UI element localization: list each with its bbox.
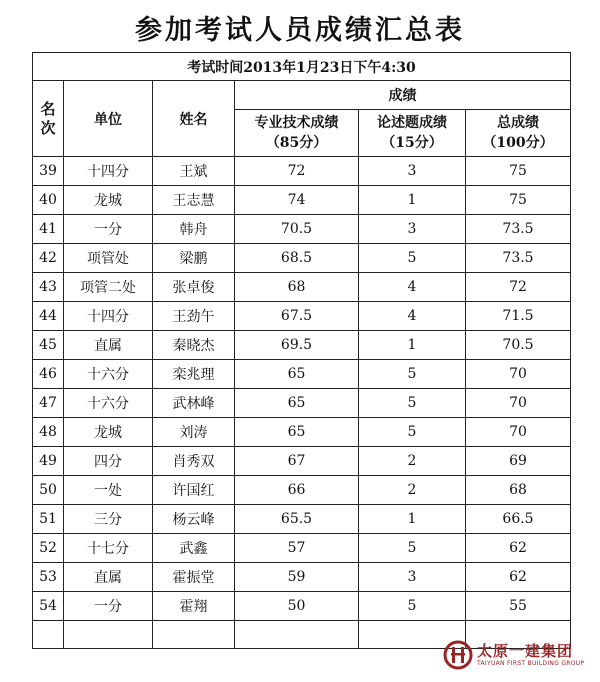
rank-cell: 42 (33, 244, 64, 273)
rank-cell: 45 (33, 331, 64, 360)
essay-score-cell: 5 (359, 244, 466, 273)
rank-cell: 44 (33, 302, 64, 331)
company-name-en: TAIYUAN FIRST BUILDING GROUP (477, 660, 585, 667)
company-watermark (443, 638, 593, 672)
name-cell: 武林峰 (153, 389, 235, 418)
essay-score-cell: 2 (359, 447, 466, 476)
total-score-cell: 73.5 (466, 215, 571, 244)
essay-score-cell: 3 (359, 157, 466, 186)
empty-cell (33, 621, 64, 649)
company-name-cn: 太原一建集团 (477, 642, 574, 660)
table-row (33, 273, 571, 302)
name-cell: 霍翔 (153, 592, 235, 621)
unit-cell: 四分 (64, 447, 153, 476)
table-row (33, 186, 571, 215)
essay-score-cell: 4 (359, 302, 466, 331)
essay-score-cell: 5 (359, 389, 466, 418)
unit-cell: 项管二处 (64, 273, 153, 302)
unit-cell: 一分 (64, 592, 153, 621)
empty-cell (64, 621, 153, 649)
table-row (33, 418, 571, 447)
total-header-points: （100分） (482, 135, 554, 151)
unit-cell: 十六分 (64, 360, 153, 389)
name-cell: 秦晓杰 (153, 331, 235, 360)
total-score-cell: 70 (466, 418, 571, 447)
professional-header-label: 专业技术成绩 (254, 115, 339, 131)
empty-cell (153, 621, 235, 649)
unit-cell: 三分 (64, 505, 153, 534)
rank-header (33, 81, 64, 157)
essay-header-label: 论述题成绩 (377, 115, 447, 131)
unit-cell: 龙城 (64, 418, 153, 447)
essay-score-cell: 1 (359, 331, 466, 360)
table-row (33, 592, 571, 621)
professional-score-cell: 68.5 (235, 244, 359, 273)
score-group-header: 成绩 (235, 81, 571, 110)
professional-score-cell: 57 (235, 534, 359, 563)
essay-score-cell: 1 (359, 186, 466, 215)
professional-score-cell: 65 (235, 389, 359, 418)
essay-score-cell: 5 (359, 418, 466, 447)
professional-score-cell: 65.5 (235, 505, 359, 534)
table-row (33, 505, 571, 534)
name-cell: 韩舟 (153, 215, 235, 244)
professional-score-cell: 74 (235, 186, 359, 215)
unit-cell: 一处 (64, 476, 153, 505)
name-cell: 肖秀双 (153, 447, 235, 476)
rank-header-top: 名 (40, 99, 56, 118)
total-score-cell: 62 (466, 563, 571, 592)
professional-score-cell: 50 (235, 592, 359, 621)
essay-score-cell: 1 (359, 505, 466, 534)
total-score-cell: 69 (466, 447, 571, 476)
table-row (33, 157, 571, 186)
essay-score-cell: 3 (359, 563, 466, 592)
unit-cell: 一分 (64, 215, 153, 244)
table-row (33, 331, 571, 360)
name-cell: 杨云峰 (153, 505, 235, 534)
name-cell: 霍振堂 (153, 563, 235, 592)
professional-score-cell: 68 (235, 273, 359, 302)
essay-header (359, 110, 466, 157)
total-score-cell: 62 (466, 534, 571, 563)
unit-cell: 龙城 (64, 186, 153, 215)
name-cell: 王志慧 (153, 186, 235, 215)
table-row (33, 563, 571, 592)
exam-time: 考试时间2013年1月23日下午4:30 (33, 53, 571, 81)
name-cell: 王劲午 (153, 302, 235, 331)
table-row (33, 244, 571, 273)
total-score-cell: 72 (466, 273, 571, 302)
essay-score-cell: 2 (359, 476, 466, 505)
score-rows (33, 157, 571, 621)
empty-cell (235, 621, 359, 649)
exam-time-row (33, 53, 571, 81)
unit-cell: 直属 (64, 563, 153, 592)
unit-cell: 十四分 (64, 302, 153, 331)
table-row (33, 389, 571, 418)
total-header (466, 110, 571, 157)
unit-cell: 项管处 (64, 244, 153, 273)
unit-header: 单位 (64, 81, 153, 157)
total-score-cell: 75 (466, 157, 571, 186)
rank-cell: 52 (33, 534, 64, 563)
professional-score-cell: 65 (235, 418, 359, 447)
rank-cell: 49 (33, 447, 64, 476)
professional-score-cell: 67 (235, 447, 359, 476)
table-row (33, 476, 571, 505)
professional-score-cell: 65 (235, 360, 359, 389)
header-row-top (33, 81, 571, 110)
rank-cell: 54 (33, 592, 64, 621)
total-score-cell: 55 (466, 592, 571, 621)
professional-score-cell: 69.5 (235, 331, 359, 360)
unit-cell: 十七分 (64, 534, 153, 563)
unit-cell: 十四分 (64, 157, 153, 186)
document-title: 参加考试人员成绩汇总表 (135, 15, 465, 46)
essay-header-points: （15分） (381, 135, 443, 151)
professional-score-cell: 70.5 (235, 215, 359, 244)
table-row (33, 215, 571, 244)
essay-score-cell: 5 (359, 360, 466, 389)
unit-cell: 直属 (64, 331, 153, 360)
name-cell: 栾兆理 (153, 360, 235, 389)
professional-header-points: （85分） (265, 135, 328, 151)
essay-score-cell: 5 (359, 592, 466, 621)
essay-score-cell: 3 (359, 215, 466, 244)
rank-cell: 53 (33, 563, 64, 592)
professional-score-cell: 72 (235, 157, 359, 186)
total-score-cell: 70 (466, 360, 571, 389)
rank-cell: 50 (33, 476, 64, 505)
rank-cell: 41 (33, 215, 64, 244)
name-cell: 王斌 (153, 157, 235, 186)
total-score-cell: 70.5 (466, 331, 571, 360)
name-cell: 武鑫 (153, 534, 235, 563)
essay-score-cell: 4 (359, 273, 466, 302)
essay-score-cell: 5 (359, 534, 466, 563)
total-score-cell: 68 (466, 476, 571, 505)
table-row (33, 360, 571, 389)
name-header: 姓名 (153, 81, 235, 157)
total-score-cell: 73.5 (466, 244, 571, 273)
rank-cell: 48 (33, 418, 64, 447)
total-score-cell: 71.5 (466, 302, 571, 331)
name-cell: 许国红 (153, 476, 235, 505)
name-cell: 梁鹏 (153, 244, 235, 273)
rank-header-bottom: 次 (40, 118, 56, 137)
professional-header (235, 110, 359, 157)
score-table (32, 52, 571, 649)
rank-cell: 40 (33, 186, 64, 215)
rank-cell: 39 (33, 157, 64, 186)
professional-score-cell: 66 (235, 476, 359, 505)
unit-cell: 十六分 (64, 389, 153, 418)
table-row (33, 302, 571, 331)
company-logo-icon (443, 640, 473, 670)
rank-cell: 51 (33, 505, 64, 534)
table-row (33, 447, 571, 476)
rank-cell: 43 (33, 273, 64, 302)
rank-cell: 46 (33, 360, 64, 389)
rank-cell: 47 (33, 389, 64, 418)
name-cell: 张卓俊 (153, 273, 235, 302)
professional-score-cell: 67.5 (235, 302, 359, 331)
name-cell: 刘涛 (153, 418, 235, 447)
total-header-label: 总成绩 (497, 115, 539, 131)
total-score-cell: 66.5 (466, 505, 571, 534)
table-row (33, 534, 571, 563)
professional-score-cell: 59 (235, 563, 359, 592)
total-score-cell: 70 (466, 389, 571, 418)
total-score-cell: 75 (466, 186, 571, 215)
